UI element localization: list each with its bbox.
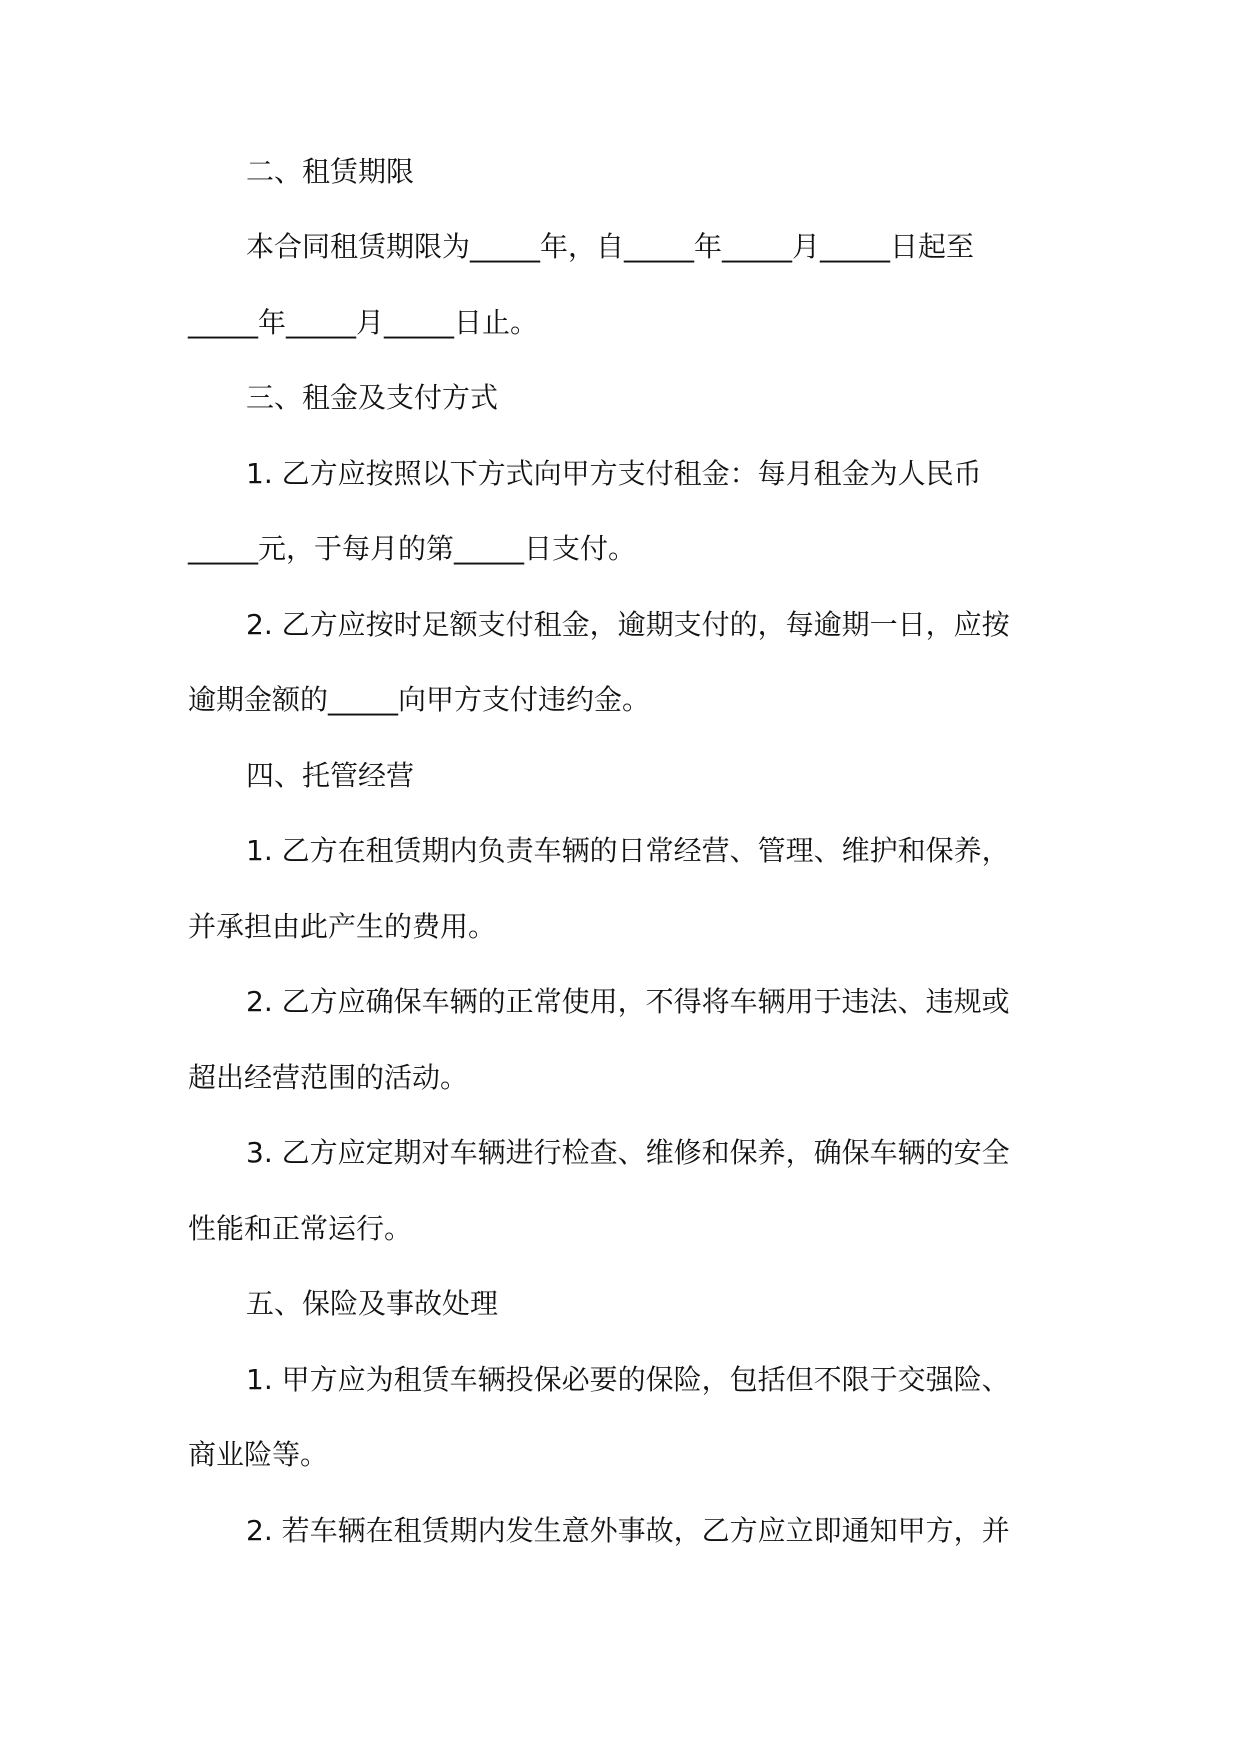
paragraph-line: 2. 乙方应按时足额支付租金，逾期支付的，每逾期一日，应按 <box>246 608 1010 641</box>
paragraph-line: 性能和正常运行。 <box>188 1212 413 1245</box>
section-heading-custody-operation: 四、托管经营 <box>246 759 415 792</box>
paragraph-line: 并承担由此产生的费用。 <box>188 910 497 943</box>
paragraph-line: 3. 乙方应定期对车辆进行检查、维修和保养，确保车辆的安全 <box>246 1136 1010 1169</box>
section-heading-rent-payment: 三、租金及支付方式 <box>246 381 499 414</box>
section-heading-lease-term: 二、租赁期限 <box>246 155 415 188</box>
paragraph-line: 商业险等。 <box>188 1438 329 1471</box>
paragraph-line: 1. 甲方应为租赁车辆投保必要的保险，包括但不限于交强险、 <box>246 1363 1010 1396</box>
paragraph-line: _____元，于每月的第_____日支付。 <box>188 532 637 565</box>
paragraph-line: 2. 乙方应确保车辆的正常使用，不得将车辆用于违法、违规或 <box>246 985 1010 1018</box>
paragraph-line: _____年_____月_____日止。 <box>188 306 539 339</box>
paragraph-line: 超出经营范围的活动。 <box>188 1061 469 1094</box>
paragraph-line: 1. 乙方在租赁期内负责车辆的日常经营、管理、维护和保养， <box>246 834 1010 867</box>
paragraph-line: 1. 乙方应按照以下方式向甲方支付租金：每月租金为人民币 <box>246 457 982 490</box>
section-heading-insurance-accident: 五、保险及事故处理 <box>246 1287 499 1320</box>
paragraph-line: 逾期金额的_____向甲方支付违约金。 <box>188 683 651 716</box>
paragraph-line: 2. 若车辆在租赁期内发生意外事故，乙方应立即通知甲方，并 <box>246 1514 1010 1547</box>
paragraph-line: 本合同租赁期限为_____年，自_____年_____月_____日起至 <box>246 230 975 263</box>
